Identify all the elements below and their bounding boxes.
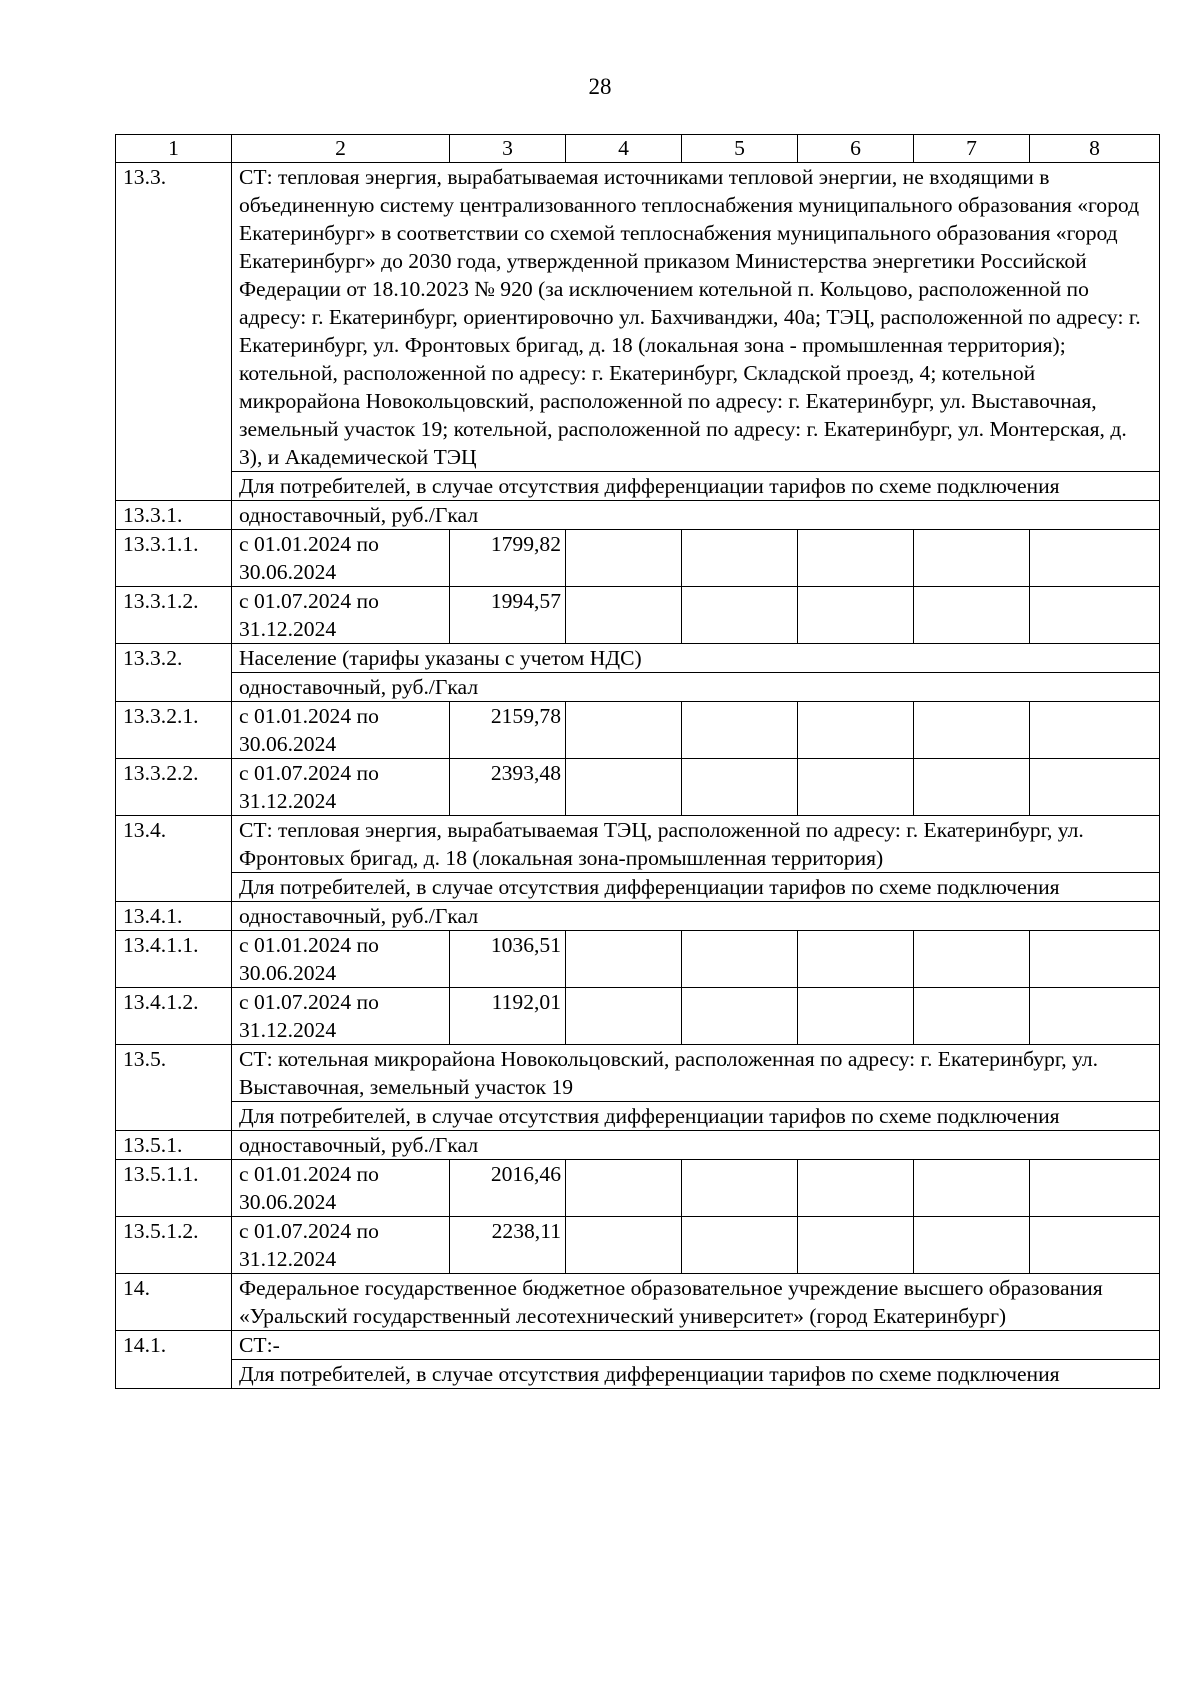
empty-cell bbox=[914, 988, 1030, 1045]
row-code: 14. bbox=[116, 1274, 232, 1331]
empty-cell bbox=[798, 988, 914, 1045]
row-code: 13.3.2.2. bbox=[116, 759, 232, 816]
tariff-value: 2393,48 bbox=[450, 759, 566, 816]
row-code: 13.3.2. bbox=[116, 644, 232, 702]
empty-cell bbox=[682, 702, 798, 759]
section-subtitle: Для потребителей, в случае отсутствия дифференциации тарифов по схеме подключения bbox=[232, 1360, 1160, 1389]
empty-cell bbox=[682, 1160, 798, 1217]
tariff-row bbox=[116, 1160, 1160, 1217]
empty-cell bbox=[682, 530, 798, 587]
empty-cell bbox=[914, 702, 1030, 759]
tariff-period: с 01.01.2024 по 30.06.2024 bbox=[232, 530, 450, 587]
tariff-row bbox=[116, 587, 1160, 644]
group-row bbox=[116, 501, 1160, 530]
empty-cell bbox=[914, 931, 1030, 988]
tariff-period: с 01.07.2024 по 31.12.2024 bbox=[232, 587, 450, 644]
tariff-row bbox=[116, 988, 1160, 1045]
row-code: 13.4. bbox=[116, 816, 232, 902]
empty-cell bbox=[682, 759, 798, 816]
empty-cell bbox=[1030, 759, 1160, 816]
empty-cell bbox=[566, 931, 682, 988]
tariff-period: с 01.01.2024 по 30.06.2024 bbox=[232, 931, 450, 988]
section-subtitle: Для потребителей, в случае отсутствия дифференциации тарифов по схеме подключения bbox=[232, 1102, 1160, 1131]
column-number: 1 bbox=[116, 135, 232, 163]
empty-cell bbox=[566, 530, 682, 587]
tariff-value: 2016,46 bbox=[450, 1160, 566, 1217]
row-code: 13.5.1.2. bbox=[116, 1217, 232, 1274]
tariff-row bbox=[116, 1217, 1160, 1274]
group-title: одноставочный, руб./Гкал bbox=[232, 501, 1160, 530]
row-code: 13.3.1.2. bbox=[116, 587, 232, 644]
empty-cell bbox=[798, 587, 914, 644]
tariff-value: 1799,82 bbox=[450, 530, 566, 587]
empty-cell bbox=[1030, 931, 1160, 988]
empty-cell bbox=[914, 759, 1030, 816]
row-code: 13.3.2.1. bbox=[116, 702, 232, 759]
section-title: СТ: котельная микрорайона Новокольцовский, расположенная по адресу: г. Екатеринбург, ул. Выставочная, земельный участок 19 bbox=[232, 1045, 1160, 1102]
empty-cell bbox=[1030, 587, 1160, 644]
empty-cell bbox=[1030, 988, 1160, 1045]
section-subtitle: Для потребителей, в случае отсутствия дифференциации тарифов по схеме подключения bbox=[232, 472, 1160, 501]
tariff-table bbox=[115, 134, 1160, 1389]
column-number-row bbox=[116, 135, 1160, 163]
empty-cell bbox=[798, 1217, 914, 1274]
tariff-period: с 01.01.2024 по 30.06.2024 bbox=[232, 702, 450, 759]
section-subrow bbox=[116, 1360, 1160, 1389]
column-number: 2 bbox=[232, 135, 450, 163]
column-number: 4 bbox=[566, 135, 682, 163]
group-row bbox=[116, 1274, 1160, 1331]
section-title: СТ:- bbox=[232, 1331, 1160, 1360]
column-number: 7 bbox=[914, 135, 1030, 163]
tariff-row bbox=[116, 759, 1160, 816]
section-title: СТ: тепловая энергия, вырабатываемая ТЭЦ, расположенной по адресу: г. Екатеринбург, ул. Фронтовых бригад, д. 18 (локальная зона-промышленная территория) bbox=[232, 816, 1160, 873]
column-number: 8 bbox=[1030, 135, 1160, 163]
empty-cell bbox=[566, 1217, 682, 1274]
tariff-value: 1994,57 bbox=[450, 587, 566, 644]
section-subtitle: Для потребителей, в случае отсутствия дифференциации тарифов по схеме подключения bbox=[232, 873, 1160, 902]
tariff-period: с 01.07.2024 по 31.12.2024 bbox=[232, 988, 450, 1045]
empty-cell bbox=[798, 759, 914, 816]
empty-cell bbox=[566, 759, 682, 816]
row-code: 14.1. bbox=[116, 1331, 232, 1389]
tariff-value: 2238,11 bbox=[450, 1217, 566, 1274]
row-code: 13.5.1.1. bbox=[116, 1160, 232, 1217]
empty-cell bbox=[1030, 1217, 1160, 1274]
section-row bbox=[116, 163, 1160, 472]
section-row bbox=[116, 644, 1160, 673]
section-row bbox=[116, 816, 1160, 873]
empty-cell bbox=[566, 988, 682, 1045]
group-row bbox=[116, 1131, 1160, 1160]
empty-cell bbox=[1030, 530, 1160, 587]
empty-cell bbox=[682, 587, 798, 644]
section-title: СТ: тепловая энергия, вырабатываемая источниками тепловой энергии, не входящими в объединенную систему централизованного теплоснабжения муниципального образования «город Екатеринбург» в соответствии со схемой теплоснабжения муниципального образования «город Екатеринбург» до 2030 года, утвержденной приказом Министерства энергетики Российской Федерации от 18.10.2023 № 920 (за исключением котельной п. Кольцово, расположенной по адресу: г. Екатеринбург, ориентировочно ул. Бахчиванджи, 40а; ТЭЦ, расположенной по адресу: г. Екатеринбург, ул. Фронтовых бригад, д. 18 (локальная зона - промышленная территория); котельной, расположенной по адресу: г. Екатеринбург, Складской проезд, 4; котельной микрорайона Новокольцовский, расположенной по адресу: г. Екатеринбург, ул. Выставочная, земельный участок 19; котельной, расположенной по адресу: г. Екатеринбург, ул. Монтерская, д. 3), и Академической ТЭЦ bbox=[232, 163, 1160, 472]
tariff-period: с 01.07.2024 по 31.12.2024 bbox=[232, 759, 450, 816]
tariff-row bbox=[116, 530, 1160, 587]
column-number: 3 bbox=[450, 135, 566, 163]
section-subrow bbox=[116, 1102, 1160, 1131]
empty-cell bbox=[798, 1160, 914, 1217]
section-title: Население (тарифы указаны с учетом НДС) bbox=[232, 644, 1160, 673]
empty-cell bbox=[798, 702, 914, 759]
section-subrow bbox=[116, 873, 1160, 902]
empty-cell bbox=[914, 587, 1030, 644]
row-code: 13.5.1. bbox=[116, 1131, 232, 1160]
group-row bbox=[116, 902, 1160, 931]
empty-cell bbox=[566, 587, 682, 644]
empty-cell bbox=[566, 1160, 682, 1217]
empty-cell bbox=[1030, 702, 1160, 759]
row-code: 13.4.1.1. bbox=[116, 931, 232, 988]
empty-cell bbox=[682, 988, 798, 1045]
empty-cell bbox=[566, 702, 682, 759]
section-subrow bbox=[116, 673, 1160, 702]
group-title: одноставочный, руб./Гкал bbox=[232, 1131, 1160, 1160]
tariff-period: с 01.07.2024 по 31.12.2024 bbox=[232, 1217, 450, 1274]
page-number: 28 bbox=[588, 74, 612, 99]
column-number: 5 bbox=[682, 135, 798, 163]
tariff-row bbox=[116, 702, 1160, 759]
group-title: Федеральное государственное бюджетное образовательное учреждение высшего образования «Уральский государственный лесотехнический университет» (город Екатеринбург) bbox=[232, 1274, 1160, 1331]
section-subtitle: одноставочный, руб./Гкал bbox=[232, 673, 1160, 702]
row-code: 13.4.1. bbox=[116, 902, 232, 931]
tariff-value: 2159,78 bbox=[450, 702, 566, 759]
empty-cell bbox=[798, 530, 914, 587]
group-title: одноставочный, руб./Гкал bbox=[232, 902, 1160, 931]
section-row bbox=[116, 1045, 1160, 1102]
tariff-value: 1036,51 bbox=[450, 931, 566, 988]
empty-cell bbox=[1030, 1160, 1160, 1217]
row-code: 13.3.1.1. bbox=[116, 530, 232, 587]
empty-cell bbox=[914, 530, 1030, 587]
row-code: 13.3. bbox=[116, 163, 232, 501]
empty-cell bbox=[914, 1160, 1030, 1217]
section-subrow bbox=[116, 472, 1160, 501]
row-code: 13.5. bbox=[116, 1045, 232, 1131]
tariff-row bbox=[116, 931, 1160, 988]
tariff-value: 1192,01 bbox=[450, 988, 566, 1045]
section-row bbox=[116, 1331, 1160, 1360]
empty-cell bbox=[914, 1217, 1030, 1274]
tariff-period: с 01.01.2024 по 30.06.2024 bbox=[232, 1160, 450, 1217]
row-code: 13.3.1. bbox=[116, 501, 232, 530]
empty-cell bbox=[682, 1217, 798, 1274]
empty-cell bbox=[682, 931, 798, 988]
empty-cell bbox=[798, 931, 914, 988]
row-code: 13.4.1.2. bbox=[116, 988, 232, 1045]
column-number: 6 bbox=[798, 135, 914, 163]
